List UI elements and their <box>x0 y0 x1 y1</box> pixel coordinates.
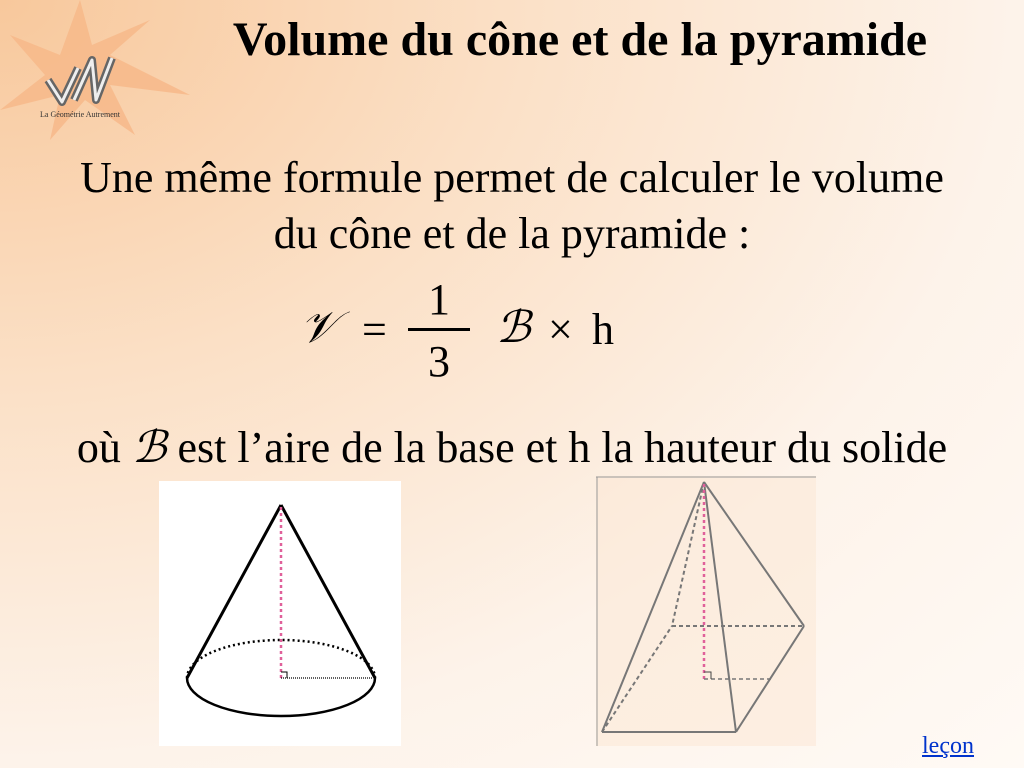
fraction-numerator: 1 <box>428 275 450 324</box>
times-sign: × <box>548 305 573 354</box>
equals-sign: = <box>362 305 387 354</box>
fraction-denominator: 3 <box>428 337 450 386</box>
definition-text <box>0 420 1024 476</box>
definition-prefix: où <box>76 423 121 472</box>
volume-symbol: 𝒱 <box>300 302 337 353</box>
intro-line-1: Une même formule permet de calculer le volume <box>80 153 944 202</box>
fraction-bar <box>408 328 470 331</box>
page-title: Volume du cône et de la pyramide <box>232 13 928 66</box>
pyramid-figure <box>596 476 816 746</box>
base-symbol: ℬ <box>496 302 531 353</box>
lesson-link[interactable]: leçon <box>922 733 974 759</box>
definition-base-symbol: ℬ <box>131 422 167 473</box>
cone-figure <box>159 481 401 746</box>
intro-line-2: du cône et de la pyramide : <box>273 209 751 258</box>
intro-text <box>0 150 1024 262</box>
volume-formula <box>290 275 630 390</box>
definition-suffix: est l’aire de la base et h la hauteur du solide <box>177 423 948 472</box>
height-symbol: h <box>592 305 614 354</box>
logo-caption: La Géométrie Autrement <box>40 110 120 119</box>
